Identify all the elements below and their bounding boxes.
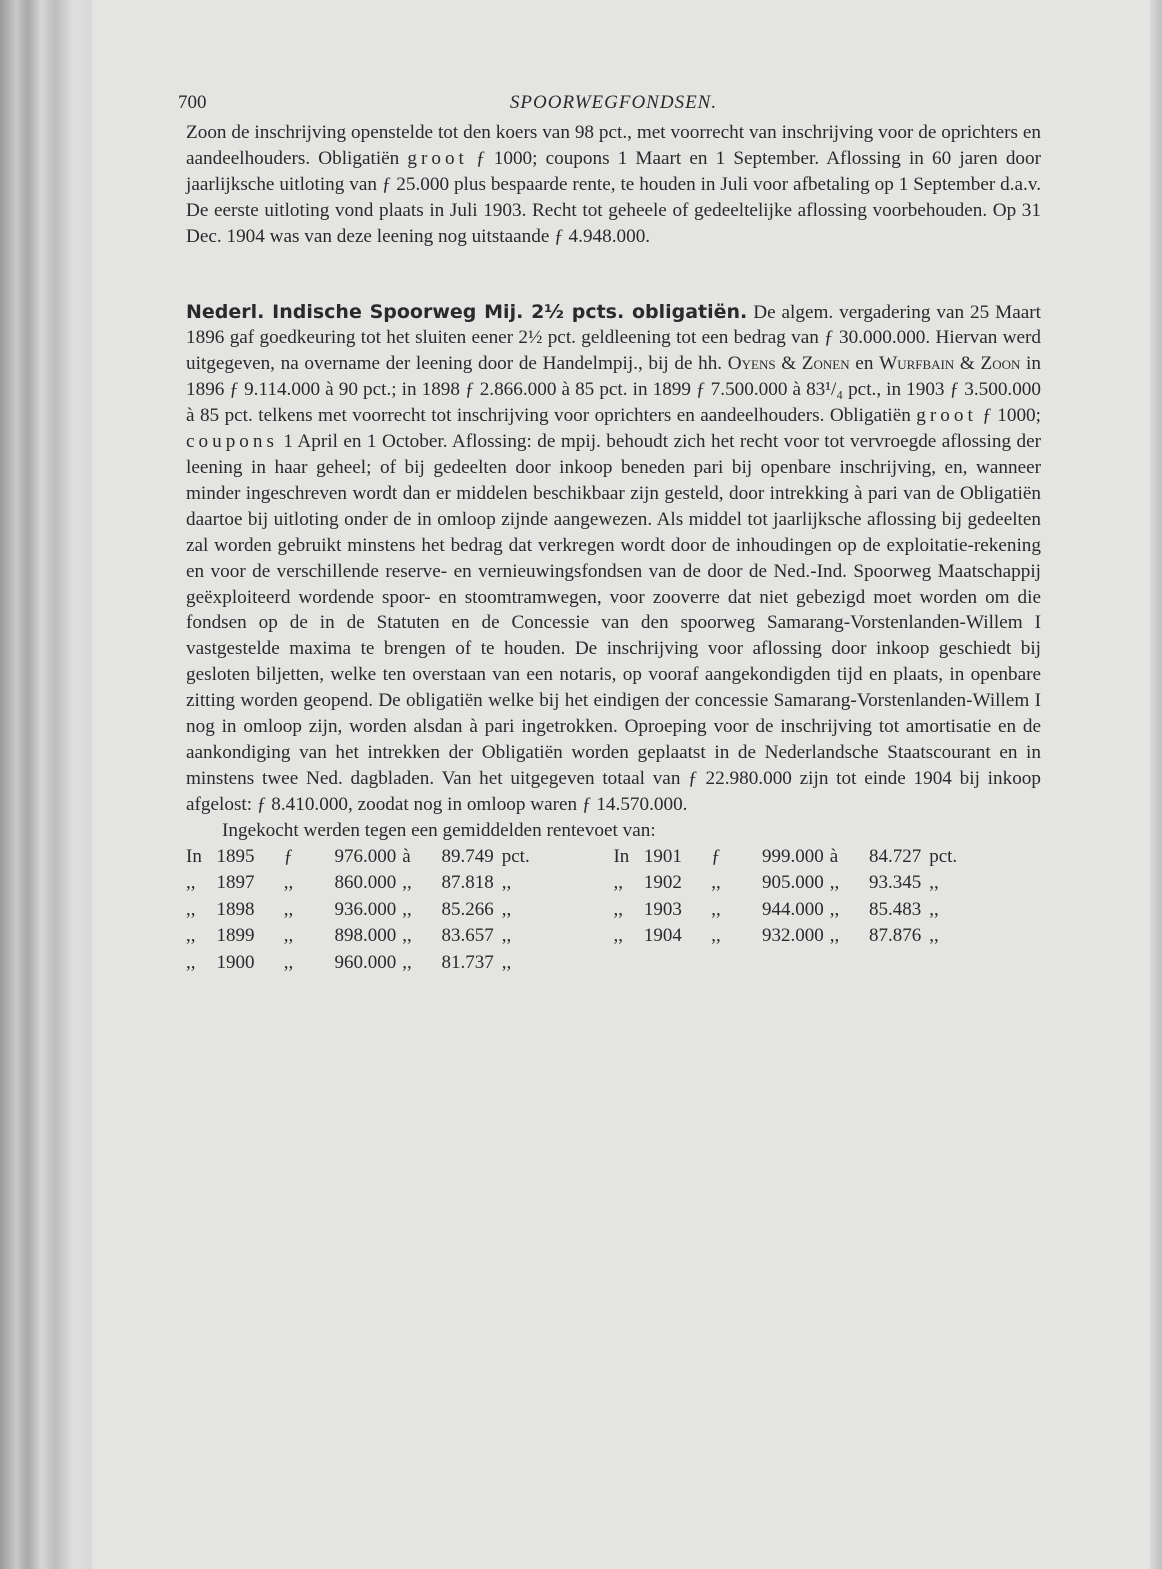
table-cell-year2 (644, 950, 705, 977)
table-cell-a: ,, (402, 925, 412, 947)
table-cell-a: à (402, 845, 411, 867)
firm-name-wurfbain: Wurfbain & Zoon (879, 353, 1021, 375)
table-cell-unit: ,, (501, 951, 512, 973)
paragraph-2-coupons: coupons (186, 431, 278, 453)
table-cell-amount2: 932.000 (761, 925, 824, 947)
table-cell-year: 1900 (216, 951, 255, 973)
table-cell-f: ,, (283, 898, 294, 920)
table-cell-amount: 976.000 (334, 845, 397, 867)
table-cell-pre2: ,, (613, 872, 623, 894)
paragraph-3: Ingekocht werden tegen een gemiddelden rentevoet van: (222, 819, 656, 841)
section-gap (186, 250, 1041, 300)
table-cell-amount2: 944.000 (761, 898, 824, 920)
paragraph-2-text-a: De algem. vergadering van 25 Maart 1896 gaf goedkeuring tot het sluiten eener 2½ pct. geldleening tot een bedrag van ƒ 30.000.000. Hiervan werd uitgegeven, na overname der leening door de Handelmpij., bij de hh. (186, 301, 1041, 375)
table-cell-year2: 1903 (643, 898, 682, 920)
table-cell-rate2 (850, 950, 929, 977)
table-cell-amount: 860.000 (334, 872, 397, 894)
table-cell-unit2: ,, (929, 872, 939, 894)
table-cell-pre: ,, (186, 898, 196, 920)
page-content (178, 86, 1041, 976)
table-cell-amount: 960.000 (334, 951, 397, 973)
page-header (178, 86, 1041, 120)
table-cell-rate: 87.818 (441, 872, 494, 894)
table-cell-a: ,, (402, 898, 412, 920)
table-cell-f: ,, (283, 925, 294, 947)
purchase-table-body (186, 844, 1041, 977)
table-cell-rate2: 87.876 (868, 925, 922, 947)
table-cell-f: ,, (283, 872, 294, 894)
purchase-table (186, 844, 1041, 977)
table-cell-a: ,, (402, 872, 412, 894)
table-cell-unit2 (929, 950, 1041, 977)
table-cell-a2: ,, (829, 898, 840, 920)
page-edge (1150, 0, 1162, 1569)
table-cell-pre: ,, (186, 951, 196, 973)
paragraph-2-en: en (849, 353, 880, 375)
table-cell-rate: 89.749 (441, 845, 494, 867)
table-cell-year: 1897 (216, 872, 255, 894)
table-cell-year2: 1904 (643, 925, 682, 947)
paragraph-1-text-a: Zoon de inschrijving openstelde tot den koers van 98 pct., met voorrecht van inschrijving voor de oprichters en aandeelhouders. Obligatiën (186, 122, 1041, 169)
table-row (186, 923, 1041, 950)
table-cell-pre2 (613, 950, 643, 977)
table-cell-pre2: In (613, 845, 630, 867)
table-cell-unit: pct. (501, 845, 530, 867)
paragraph-2-groot: groot (916, 405, 977, 427)
firm-name-oyens: Oyens & Zonen (727, 353, 850, 375)
table-cell-a2: à (829, 845, 839, 867)
table-cell-rate2: 93.345 (868, 872, 922, 894)
table-cell-pre2: ,, (613, 898, 623, 920)
table-cell-year: 1898 (216, 898, 255, 920)
table-row (186, 870, 1041, 897)
book-binding (0, 0, 92, 1569)
table-cell-unit: ,, (501, 898, 512, 920)
table-cell-amount: 898.000 (334, 925, 397, 947)
table-cell-rate: 85.266 (441, 898, 494, 920)
table-cell-unit2: ,, (929, 925, 939, 947)
table-cell-pre: ,, (186, 925, 196, 947)
table-row (186, 950, 1041, 977)
table-cell-a2 (830, 950, 850, 977)
table-cell-pre2: ,, (613, 925, 623, 947)
table-cell-unit: ,, (501, 925, 512, 947)
table-cell-amount: 936.000 (334, 898, 397, 920)
paragraph-2-text-b: in 1896 ƒ 9.114.000 à 90 pct.; in 1898 ƒ 2.866.000 à 85 pct. in 1899 ƒ 7.500.000 à 83¹/₄ pct., in 1903 ƒ 3.500.000 à 85 pct. telkens met voorrecht tot inschrijving voor oprichters en aandeelhouders. Obligatiën (186, 353, 1041, 427)
table-cell-year2: 1902 (643, 872, 682, 894)
table-cell-year: 1899 (216, 925, 255, 947)
table-cell-rate: 81.737 (441, 951, 494, 973)
table-cell-f2 (705, 950, 727, 977)
table-row (186, 844, 1041, 871)
running-head: SPOORWEGFONDSEN. (509, 92, 718, 113)
paragraph-1 (186, 120, 1041, 250)
paragraph-2 (186, 300, 1041, 818)
table-cell-year: 1895 (216, 845, 255, 867)
table-cell-unit: ,, (501, 872, 512, 894)
table-cell-pre: In (186, 845, 202, 867)
paragraph-2-text-c: ƒ 1000; (976, 405, 1041, 427)
table-cell-rate2: 84.727 (868, 845, 922, 867)
table-cell-amount2 (727, 950, 830, 977)
paragraph-2-text-d: 1 April en 1 October. Aflossing: de mpij. behoudt zich het recht voor tot vervroegde aflossing der leening in haar geheel; of bij gedeelten door inkoop beneden pari bij openbare inschrijving, en, wanneer minder ingeschreven wordt dan er middelen beschikbaar zijn gesteld, door intrekking à pari van de Obligatiën daartoe bij uitloting onder de in omloop zijnde aangewezen. Als middel tot jaarlijksche aflossing bij gedeelten zal worden gebruikt minstens het bedrag dat verkregen wordt door de inhoudingen op de exploitatie-rekening en voor de verschillende reserve- en vernieuwingsfondsen van de door de Ned.-Ind. Spoorweg Maatschappij geëxploiteerd wordende spoor- en stoomtramwegen, voor zooverre dat niet gebezigd moet worden om die fondsen op de in de Statuten en de Concessie van den spoorweg Samarang-Vorstenlanden-Willem I vastgestelde maxima te brengen of te houden. De inschrijving voor aflossing door inkoop geschiedt bij gesloten biljetten, welke ten overstaan van een notaris, op vooraf aangekondigden tijd en plaats, in openbare zitting worden geopend. De obligatiën welke bij het eindigen der concessie Samarang-Vorstenlanden-Willem I nog in omloop zijn, worden alsdan à pari ingetrokken. Oproeping voor de inschrijving tot amortisatie en de aankondiging van het intrekken der Obligatiën worden geplaatst in de Nederlandsche Staatscourant en in minstens twee Ned. dagbladen. Van het uitgegeven totaal van ƒ 22.980.000 zijn tot einde 1904 bij inkoop afgelost: ƒ 8.410.000, zoodat nog in omloop waren ƒ 14.570.000. (186, 431, 1041, 815)
table-cell-f2: ,, (711, 925, 721, 947)
table-cell-a2: ,, (829, 872, 840, 894)
table-cell-amount2: 999.000 (761, 845, 824, 867)
table-cell-a: ,, (402, 951, 412, 973)
table-cell-f2: ,, (711, 872, 721, 894)
table-cell-f2: ,, (711, 898, 721, 920)
paragraph-1-groot: groot (407, 147, 468, 169)
table-cell-pre: ,, (186, 872, 196, 894)
table-cell-a2: ,, (829, 925, 840, 947)
section-title: Nederl. Indische Spoorweg Mij. 2½ pcts. obligatiën. (186, 300, 748, 323)
table-cell-f2: ƒ (711, 845, 721, 867)
table-cell-rate: 83.657 (441, 925, 494, 947)
table-cell-rate2: 85.483 (868, 898, 922, 920)
table-cell-f: ƒ (283, 845, 294, 867)
table-row (186, 897, 1041, 924)
page-number: 700 (178, 92, 207, 113)
table-cell-f: ,, (283, 951, 294, 973)
table-cell-amount2: 905.000 (761, 872, 824, 894)
paragraph-1-text-b: ƒ 1000; coupons 1 Maart en 1 September. Aflossing in 60 jaren door jaarlijksche uitloting van ƒ 25.000 plus bespaarde rente, te houden in Juli voor afbetaling op 1 September d.a.v. De eerste uitloting vond plaats in Juli 1903. Recht tot geheele of gedeeltelijke aflossing voorbehouden. Op 31 Dec. 1904 was van deze leening nog uitstaande ƒ 4.948.000. (186, 147, 1041, 247)
table-cell-unit2: pct. (929, 845, 958, 867)
table-cell-year2: 1901 (643, 845, 682, 867)
table-cell-unit2: ,, (929, 898, 939, 920)
